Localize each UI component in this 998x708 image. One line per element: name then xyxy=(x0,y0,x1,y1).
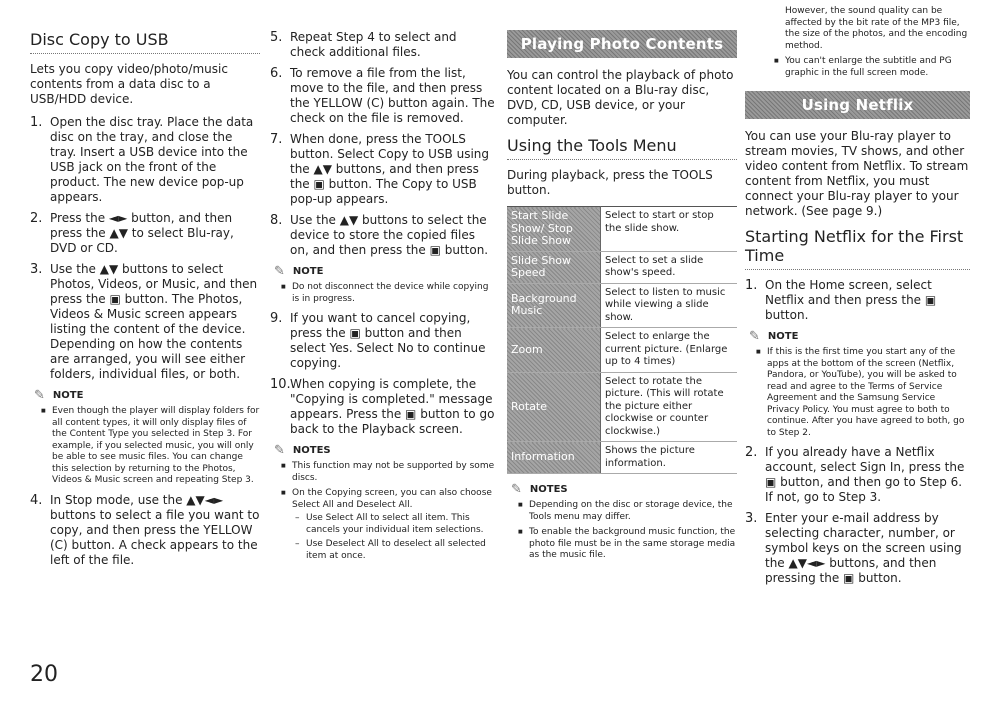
step-number: 3. xyxy=(30,262,43,277)
step-text: Enter your e-mail address by selecting character, number, or symbol keys on the screen using the ▲▼◄► buttons, and then pressing the ▣ button. xyxy=(765,511,962,585)
step-number: 8. xyxy=(270,213,283,228)
note-item: ■ If this is the first time you start any of the apps at the bottom of the screen (Netflix, Pandora, or YouTube), you will be asked to read and agree to the Terms of Service Agreement and the Samsung Service Privacy Policy. You must agree to both to continue. After you have agreed to both, go to Step 2. xyxy=(767,347,970,439)
table-key: Slide Show Speed xyxy=(507,251,601,283)
step-number: 3. xyxy=(745,511,758,526)
step-9 xyxy=(270,311,495,371)
step-text: Use the ▲▼ buttons to select the device to store the copied files on, and then press the ▣ button. xyxy=(290,213,489,257)
note-heading xyxy=(274,264,495,279)
column-1 xyxy=(30,30,260,574)
note-item: ■ You can't enlarge the subtitle and PG graphic in the full screen mode. xyxy=(785,56,970,79)
step-4 xyxy=(30,493,260,568)
column-2 xyxy=(270,30,495,568)
notes-label: NOTES xyxy=(529,484,568,495)
continued-notes-list xyxy=(745,6,970,79)
note-list xyxy=(270,282,495,305)
note-list xyxy=(30,406,260,487)
pencil-icon: ✎ xyxy=(274,264,285,279)
note-item-text: On the Copying screen, you can also choose Select All and Deselect All. xyxy=(292,488,492,510)
note-item xyxy=(292,488,495,562)
tools-table xyxy=(507,206,737,474)
page-number: 20 xyxy=(30,662,58,687)
step-number: 2. xyxy=(745,445,758,460)
note-item-continued: However, the sound quality can be affected by the bit rate of the MP3 file, the size of the photos, and the encoding method. xyxy=(785,6,968,51)
note-heading xyxy=(749,329,970,344)
table-row xyxy=(507,372,737,442)
step-3 xyxy=(745,511,970,586)
step-7 xyxy=(270,132,495,207)
table-row xyxy=(507,442,737,474)
table-key: Information xyxy=(507,442,601,474)
disc-copy-steps-3 xyxy=(270,311,495,437)
banner-using-netflix: Using Netflix xyxy=(745,91,970,119)
pencil-icon: ✎ xyxy=(274,443,285,458)
sub-note-list xyxy=(292,513,495,562)
table-key: Start Slide Show/ Stop Slide Show xyxy=(507,207,601,252)
notes-label: NOTES xyxy=(292,445,331,456)
step-text: In Stop mode, use the ▲▼◄► buttons to select a file you want to copy, and then press the YELLOW (C) button. A check appears to the left of the file. xyxy=(50,492,260,567)
banner-playing-photo: Playing Photo Contents xyxy=(507,30,737,58)
note-item: ■ Depending on the disc or storage device, the Tools menu may differ. xyxy=(529,500,737,523)
note-item: ■ Do not disconnect the device while copying is in progress. xyxy=(292,282,495,305)
step-text: Use the ▲▼ buttons to select Photos, Videos, or Music, and then press the ▣ button. The Photos, Videos & Music screen appears listing the content of the device. Depending on how the contents are arranged, you will see either folders, individual files, or both. xyxy=(50,262,258,381)
notes-heading xyxy=(511,482,737,497)
tools-intro: During playback, press the TOOLS button. xyxy=(507,168,713,197)
step-text: When done, press the TOOLS button. Select Copy to USB using the ▲▼ buttons, and then press the ▣ button. The Copy to USB pop-up appears. xyxy=(290,132,490,206)
step-1 xyxy=(30,115,260,205)
step-10 xyxy=(270,377,495,437)
note-label: NOTE xyxy=(292,266,324,277)
step-text: Press the ◄► button, and then press the ▲▼ to select Blu-ray, DVD or CD. xyxy=(50,211,234,255)
playing-photo-intro: You can control the playback of photo content located on a Blu-ray disc, DVD, CD, USB device, or your computer. xyxy=(507,68,734,127)
note-item: ■ Even though the player will display folders for all content types, it will only display files of the Content Type you selected in Step 3. For example, if you selected music, you will only be able to see music files. You can change this selection by returning to the Photos, Videos & Music screen and repeating Step 3. xyxy=(52,406,260,487)
step-5 xyxy=(270,30,495,60)
disc-copy-steps xyxy=(30,115,260,382)
section-title-disc-copy: Disc Copy to USB xyxy=(30,30,260,54)
table-desc: Select to listen to music while viewing a slide show. xyxy=(601,283,738,328)
disc-copy-intro: Lets you copy video/photo/music contents from a data disc to a USB/HDD device. xyxy=(30,62,228,106)
table-row xyxy=(507,328,737,373)
step-text: If you want to cancel copying, press the ▣ button and then select Yes. Select No to continue copying. xyxy=(290,311,486,370)
pencil-icon: ✎ xyxy=(34,388,45,403)
note-heading xyxy=(34,388,260,403)
step-text: Repeat Step 4 to select and check additional files. xyxy=(290,30,457,59)
table-desc: Shows the picture information. xyxy=(601,442,738,474)
table-row xyxy=(507,283,737,328)
step-text: If you already have a Netflix account, select Sign In, press the ▣ button, and then go to Step 6. If not, go to Step 3. xyxy=(765,445,965,504)
step-text: Open the disc tray. Place the data disc on the tray, and close the tray. Insert a USB device into the USB jack on the front of the product. The new device pop-up appears. xyxy=(50,115,254,204)
step-2 xyxy=(30,211,260,256)
step-text: When copying is complete, the "Copying is completed." message appears. Press the ▣ button to go back to the Playback screen. xyxy=(290,377,495,436)
note-list xyxy=(745,347,970,439)
notes-list xyxy=(507,500,737,562)
step-number: 5. xyxy=(270,30,283,45)
pencil-icon: ✎ xyxy=(749,329,760,344)
netflix-steps xyxy=(745,278,970,323)
table-row xyxy=(507,207,737,252)
column-4 xyxy=(745,6,970,592)
table-key: Rotate xyxy=(507,372,601,442)
netflix-intro: You can use your Blu-ray player to stream movies, TV shows, and other video content from Netflix. To stream content from Netflix, you must connect your Blu-ray player to your network. (See page 9.) xyxy=(745,129,969,218)
step-text: On the Home screen, select Netflix and then press the ▣ button. xyxy=(765,278,937,322)
table-desc: Select to start or stop the slide show. xyxy=(601,207,738,252)
step-number: 9. xyxy=(270,311,283,326)
step-1 xyxy=(745,278,970,323)
netflix-steps-cont xyxy=(745,445,970,586)
note-label: NOTE xyxy=(767,331,799,342)
table-key: Background Music xyxy=(507,283,601,328)
table-desc: Select to rotate the picture. (This will rotate the picture either clockwise or counter clockwise.) xyxy=(601,372,738,442)
step-number: 7. xyxy=(270,132,283,147)
step-number: 6. xyxy=(270,66,283,81)
sub-note-item: – Use Select All to select all item. This cancels your individual item selections. xyxy=(306,513,495,536)
sub-note-item: – Use Deselect All to deselect all selected item at once. xyxy=(306,539,495,562)
step-number: 10. xyxy=(270,377,291,392)
note-item: ■ To enable the background music function, the photo file must be in the same storage media as the music file. xyxy=(529,527,737,562)
table-desc: Select to enlarge the current picture. (Enlarge up to 4 times) xyxy=(601,328,738,373)
column-3 xyxy=(507,30,737,568)
note-label: NOTE xyxy=(52,390,84,401)
notes-heading xyxy=(274,443,495,458)
notes-list xyxy=(270,461,495,562)
step-6 xyxy=(270,66,495,126)
step-number: 1. xyxy=(30,115,43,130)
step-number: 2. xyxy=(30,211,43,226)
table-desc: Select to set a slide show's speed. xyxy=(601,251,738,283)
step-number: 4. xyxy=(30,492,43,508)
step-number: 1. xyxy=(745,278,758,293)
table-key: Zoom xyxy=(507,328,601,373)
section-title-netflix-first-time: Starting Netflix for the First Time xyxy=(745,227,970,270)
disc-copy-steps-cont xyxy=(30,493,260,568)
step-8 xyxy=(270,213,495,258)
note-item: ■ This function may not be supported by some discs. xyxy=(292,461,495,484)
disc-copy-steps-2 xyxy=(270,30,495,258)
step-3 xyxy=(30,262,260,382)
pencil-icon: ✎ xyxy=(511,482,522,497)
section-title-tools-menu: Using the Tools Menu xyxy=(507,136,737,160)
table-row xyxy=(507,251,737,283)
step-text: To remove a file from the list, move to the file, and then press the YELLOW (C) button again. The check on the file is removed. xyxy=(290,66,495,125)
step-2 xyxy=(745,445,970,505)
